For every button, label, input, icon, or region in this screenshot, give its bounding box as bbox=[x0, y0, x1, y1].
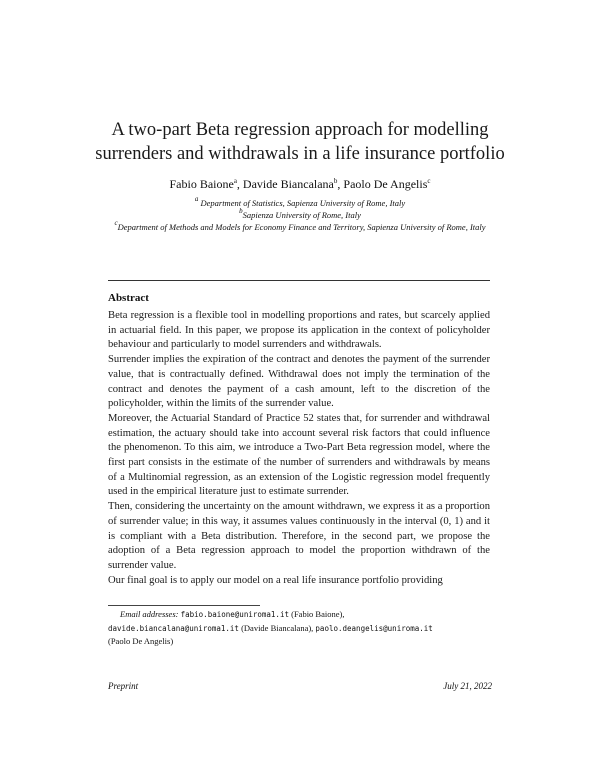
abstract-paragraph: Then, considering the uncertainty on the amount withdrawn, we express it as a proportion of surrender value; in this way, it assumes values continuously in the interval (0, 1) and it is compliant with a Beta distribution. Therefore, in the second part, we propose the adoption of a Beta regression approach to model the proportion withdrawn of the surrender value. bbox=[108, 501, 490, 571]
title-line-2: surrenders and withdrawals in a life insurance portfolio bbox=[95, 144, 505, 164]
affiliation-a: $^a$ Department of Statistics, Sapienza University of Rome, Italy bbox=[194, 195, 406, 208]
abstract-paragraph: Our final goal is to apply our model on a real life insurance portfolio providing bbox=[108, 574, 443, 586]
email-link[interactable]: davide.biancalana@uniroma1.it bbox=[108, 623, 239, 633]
abstract-paragraph: Surrender implies the expiration of the contract and denotes the payment of the surrender value, that is contractually defined. Withdrawal does not imply the termination of the contract and denotes the payment of a cash amount, left to the discretion of the policyholder, within the limits of the surrender value. bbox=[108, 354, 490, 410]
email-link[interactable]: fabio.baione@uniroma1.it bbox=[180, 610, 289, 619]
author-name: Paolo De Angelis bbox=[343, 177, 428, 191]
author-list: Fabio Baione$^a$, Davide Biancalana$^b$, Paolo De Angelis$^c$ bbox=[169, 177, 431, 191]
author-mark: a bbox=[233, 177, 237, 185]
footnote-rule bbox=[108, 605, 260, 606]
email-footnote: Email addresses: fabio.baione@uniroma1.it (Fabio Baione), davide.biancalana@uniroma1.it (Davide Biancalana), paolo.deangelis@uniroma.it (Paolo De Angelis) bbox=[108, 609, 433, 646]
affiliation-c: $^c$Department of Methods and Models for Economy Finance and Territory, Sapienza University of Rome, Italy bbox=[114, 219, 486, 232]
date-label: July 21, 2022 bbox=[443, 681, 492, 691]
abstract-body bbox=[108, 309, 490, 588]
title-line-1: A two-part Beta regression approach for modelling bbox=[111, 120, 489, 140]
abstract-paragraph: Beta regression is a flexible tool in modelling proportions and rates, but scarcely applied in actuarial field. In this paper, we propose its application in the context of policyholder behaviour and particularly to model surrenders and withdrawals. bbox=[108, 310, 490, 351]
paper-title bbox=[60, 118, 540, 166]
author-name: Fabio Baione bbox=[169, 177, 234, 191]
email-link[interactable]: paolo.deangelis@uniroma.it bbox=[315, 623, 433, 633]
abstract-heading: Abstract bbox=[108, 292, 149, 304]
abstract-paragraph: Moreover, the Actuarial Standard of Practice 52 states that, for surrender and withdrawal estimation, the actuary should take into account several risk factors that could influence the phenomenon. To this aim, we introduce a Two-Part Beta regression model, where the first part consists in the estimate of the number of surrenders and withdrawals by means of a Multinomial regression, as an extension of the Logistic regression model frequently used in the empirical literature just to estimate surrender. bbox=[108, 412, 490, 498]
preprint-label: Preprint bbox=[108, 681, 139, 691]
author-mark: b bbox=[333, 177, 338, 185]
affiliation-b: $^b$Sapienza University of Rome, Italy bbox=[239, 207, 361, 220]
abstract-top-rule bbox=[108, 280, 490, 281]
author-name: Davide Biancalana bbox=[242, 177, 334, 191]
email-label: Email addresses: bbox=[120, 609, 179, 619]
author-mark: c bbox=[427, 177, 431, 185]
